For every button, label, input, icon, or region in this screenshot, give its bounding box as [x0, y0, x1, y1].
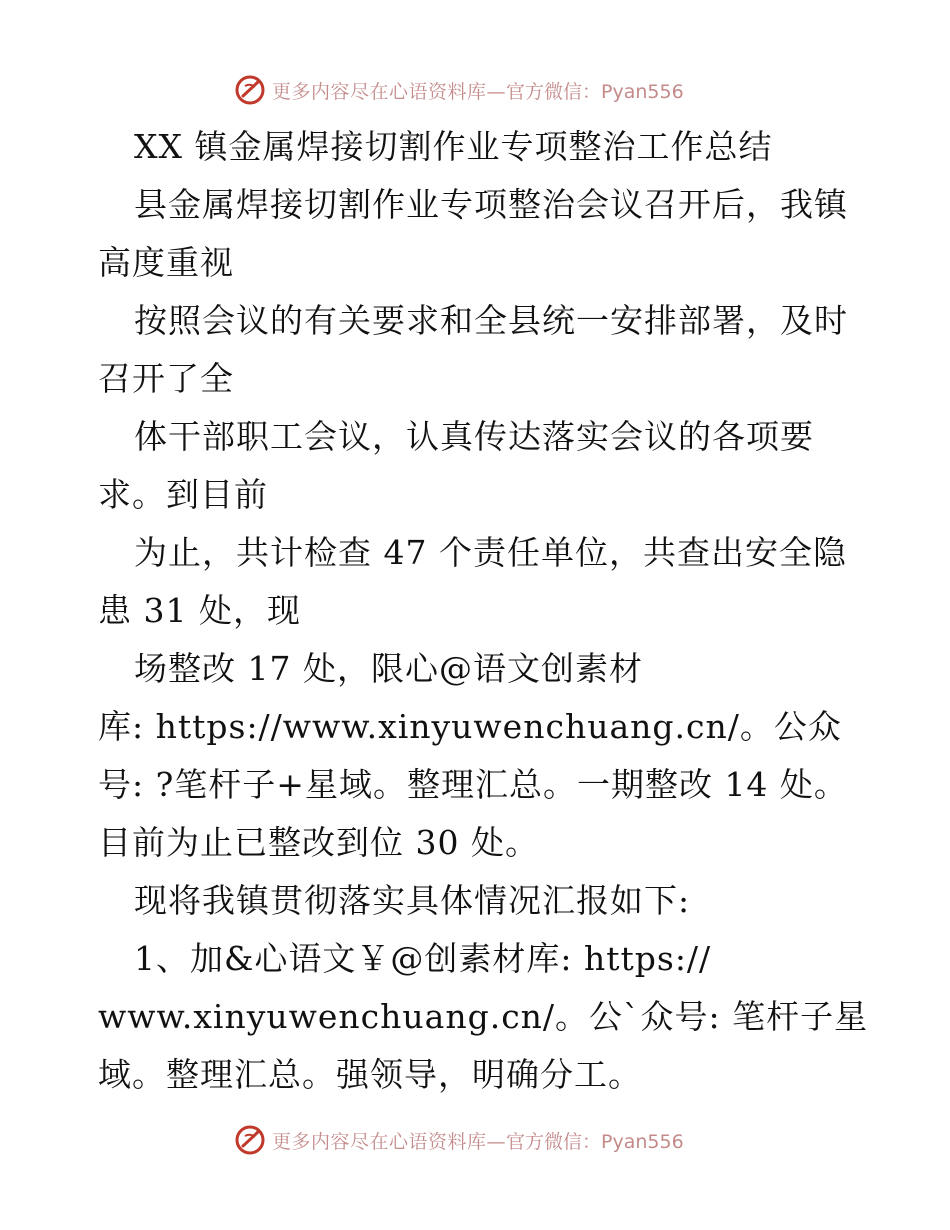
banner-site-text: 更多内容尽在心语资料库— — [272, 80, 507, 103]
paragraph-line: www.xinyuwenchuang.cn/。公`众号: 笔杆子星 — [98, 997, 869, 1036]
banner-site-text: 更多内容尽在心语资料库— — [272, 1130, 507, 1153]
paragraph-line: 体干部职工会议，认真传达落实会议的各项要 — [134, 417, 814, 456]
brand-logo-icon — [234, 1124, 266, 1156]
paragraph-line: 1、加&心语文￥@创素材库: https:// — [134, 939, 712, 978]
paragraph-line: 场整改 17 处，限心@语文创素材 — [134, 649, 643, 688]
paragraph-line: 求。到目前 — [98, 475, 268, 514]
document-title: XX 镇金属焊接切割作业专项整治工作总结 — [134, 127, 773, 166]
paragraph-line: 库: https://www.xinyuwenchuang.cn/。公众 — [98, 707, 842, 746]
paragraph-line: 目前为止已整改到位 30 处。 — [98, 823, 539, 862]
paragraph-line: 现将我镇贯彻落实具体情况汇报如下: — [134, 881, 691, 920]
paragraph-line: 召开了全 — [98, 359, 234, 398]
banner-wechat-text: 官方微信：Pyan556 — [506, 1130, 684, 1153]
paragraph-line: 患 31 处，现 — [98, 591, 301, 630]
footer-banner — [0, 1120, 950, 1160]
document-body — [98, 118, 869, 1104]
header-banner — [0, 70, 950, 110]
paragraph-line: 为止，共计检查 47 个责任单位，共查出安全隐 — [134, 533, 847, 572]
paragraph-line: 高度重视 — [98, 243, 234, 282]
paragraph-line: 县金属焊接切割作业专项整治会议召开后，我镇 — [134, 185, 848, 224]
paragraph-line: 按照会议的有关要求和全县统一安排部署，及时 — [134, 301, 848, 340]
banner-wechat-text: 官方微信：Pyan556 — [506, 80, 684, 103]
brand-logo-icon — [234, 74, 266, 106]
paragraph-line: 号: ?笔杆子+星域。整理汇总。一期整改 14 处。 — [98, 765, 848, 804]
paragraph-line: 域。整理汇总。强领导，明确分工。 — [98, 1055, 642, 1094]
